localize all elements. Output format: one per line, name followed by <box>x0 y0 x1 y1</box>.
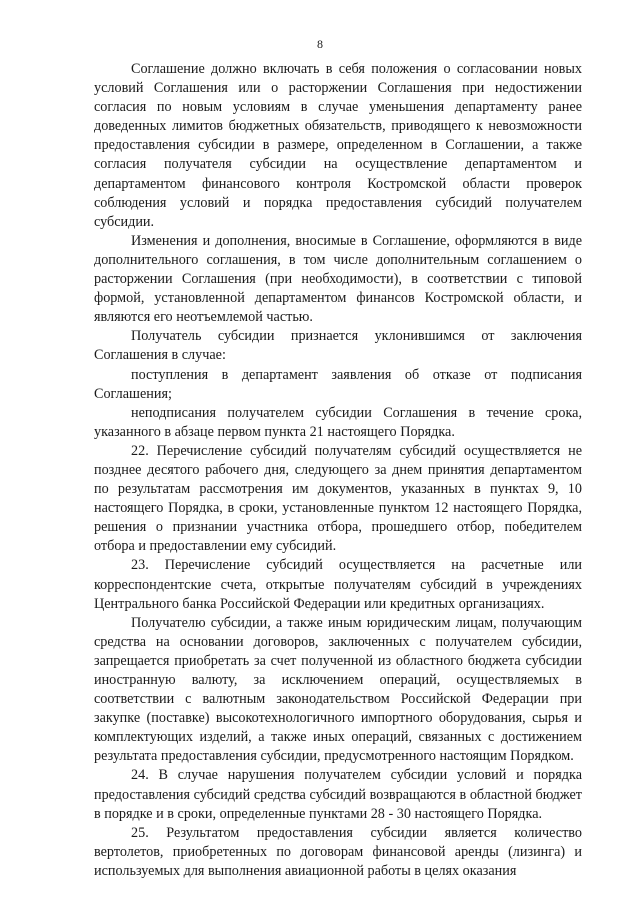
paragraph-item-24: 24. В случае нарушения получателем субсидии условий и порядка предоставления субсидий средства субсидий возвращаются в областной бюджет в порядке и в сроки, определенные пунктами 28 - 30 настоящего Порядка. <box>94 767 582 822</box>
paragraph-item-22: 22. Перечисление субсидий получателям субсидий осуществляется не позднее десятого рабочего дня, следующего за днем принятия департаментом по результатам рассмотрения им документов, указанных в пунктах 9, 10 настоящего Порядка, в сроки, установленные пунктом 12 настоящего Порядка, решения о признании участника отбора, прошедшего отбор, победителем отбора и предоставлении ему субсидий. <box>94 442 582 555</box>
paragraph-evasion-case-unsigned: неподписания получателем субсидии Соглашения в течение срока, указанного в абзаце первом пункта 21 настоящего Порядка. <box>94 404 582 440</box>
page-number: 8 <box>317 37 323 51</box>
paragraph-item-23: 23. Перечисление субсидий осуществляется на расчетные или корреспондентские счета, открытые получателям субсидий в учреждениях Центрального банка Российской Федерации или кредитных организациях. <box>94 557 582 612</box>
paragraph-item-25: 25. Результатом предоставления субсидии является количество вертолетов, приобретенных по договорам финансовой аренды (лизинга) и используемых для выполнения авиационной работы в целях оказания <box>94 824 582 879</box>
paragraph-currency-restriction: Получателю субсидии, а также иным юридическим лицам, получающим средства на основании договоров, заключенных с получателем субсидии, запрещается приобретать за счет полученной из областного бюджета субсидии иностранную валюту, за исключением операций, осуществляемых в соответствии с валютным законодательством Российской Федерации при закупке (поставке) высокотехнологичного импортного оборудования, сырья и комплектующих изделий, а также иных операций, связанных с достижением результата предоставления субсидии, предусмотренного настоящим Порядком. <box>94 614 582 765</box>
paragraph-agreement-provisions: Соглашение должно включать в себя положения о согласовании новых условий Соглашения или о расторжении Соглашения при недостижении согласия по новым условиям в случае уменьшения департаменту ранее доведенных лимитов бюджетных обязательств, приводящего к невозможности предоставления субсидии в размере, определенном в Соглашении, а также согласия получателя субсидии на осуществление департаментом и департаментом финансового контроля Костромской области проверок соблюдения условий и порядка предоставления субсидий получателем субсидии. <box>94 61 582 230</box>
paragraph-evasion-case-refusal: поступления в департамент заявления об отказе от подписания Соглашения; <box>94 366 582 402</box>
paragraph-amendments: Изменения и дополнения, вносимые в Соглашение, оформляются в виде дополнительного соглашения, в том числе дополнительным соглашением о расторжении Соглашения (при необходимости), в соответствии с типовой формой, установленной департаментом финансов Костромской области, и являются его неотъемлемой частью. <box>94 232 582 326</box>
document-body <box>94 60 582 881</box>
paragraph-evasion: Получатель субсидии признается уклонившимся от заключения Соглашения в случае: <box>94 328 582 364</box>
